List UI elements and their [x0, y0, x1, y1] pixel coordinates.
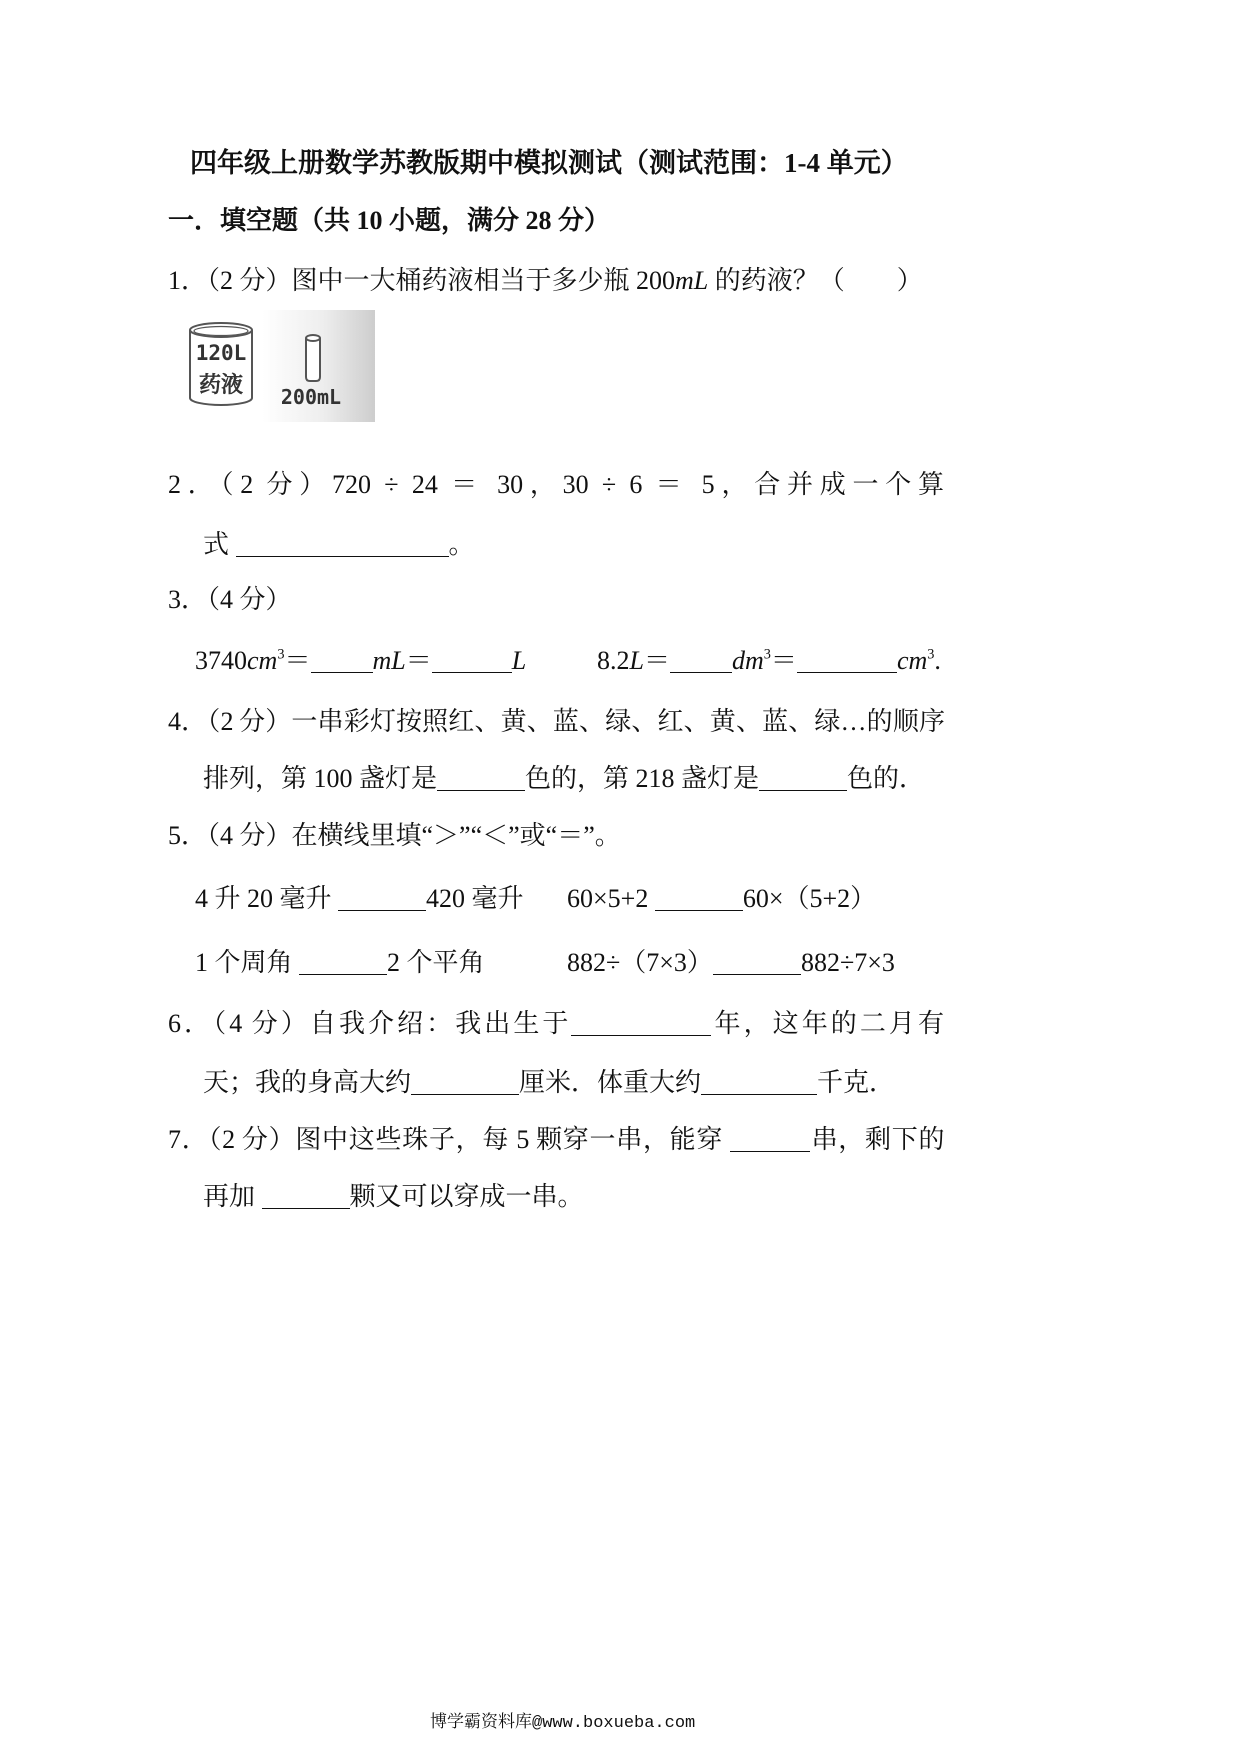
conversion-unit: mL	[372, 646, 406, 675]
compare-item: 1 个周角	[195, 948, 300, 977]
conversion-value: 3740	[195, 646, 247, 675]
question-6-line-2	[203, 1065, 895, 1101]
footer-source: 博学霸资料库@www.boxueba.com	[430, 1714, 696, 1733]
answer-blank	[311, 652, 373, 673]
question-3-conversion-2	[597, 643, 941, 679]
compare-item: 882÷（7×3）	[567, 948, 713, 977]
conversion-unit: cm	[896, 646, 928, 675]
question-4-text: 色的．	[847, 764, 926, 793]
question-1-stem-end: 的药液？（ ）	[708, 266, 923, 295]
question-2-text: 式	[203, 530, 236, 559]
question-2-line-2	[203, 527, 475, 563]
equals-sign: ＝	[405, 646, 432, 675]
bottle-volume-label: 200mL	[280, 385, 342, 409]
compare-item: 882÷7×3	[800, 948, 895, 977]
question-5-row-1-left	[195, 881, 524, 917]
conversion-exponent: 3	[763, 646, 771, 663]
compare-item: 420 毫升	[426, 884, 524, 913]
question-4-text: 排列，第 100 盏灯是	[203, 764, 438, 793]
answer-blank	[262, 1188, 350, 1209]
question-3-stem: 3．（4 分）	[168, 585, 292, 614]
question-2-line-1: 2．（2 分）720 ÷ 24 ＝ 30，30 ÷ 6 ＝ 5，合并成一个算	[168, 470, 944, 499]
question-4-line-1: 4．（2 分）一串彩灯按照红、黄、蓝、绿、红、黄、蓝、绿…的顺序	[168, 707, 944, 736]
question-5-row-1-right	[567, 881, 876, 917]
question-1-unit: mL	[675, 266, 709, 295]
answer-blank	[655, 890, 743, 911]
bottle-icon	[306, 335, 320, 381]
drum-volume-label: 120L	[195, 341, 247, 365]
question-4-text: 色的，第 218 盏灯是	[525, 764, 760, 793]
compare-item: 2 个平角	[387, 948, 485, 977]
question-3-conversion-1	[195, 643, 526, 679]
question-6-line-1	[168, 1006, 944, 1042]
question-1-stem: 1．（2 分）图中一大桶药液相当于多少瓶 200	[168, 266, 676, 295]
equals-sign: ＝	[284, 646, 311, 675]
compare-item: 60×5+2	[567, 884, 655, 913]
answer-blank	[797, 652, 897, 673]
answer-blank	[338, 890, 426, 911]
conversion-exponent: 3	[927, 646, 935, 663]
equals-sign: ＝	[770, 646, 797, 675]
answer-blank	[411, 1074, 519, 1095]
conversion-unit: L	[629, 646, 644, 675]
answer-blank	[713, 954, 801, 975]
question-2-end: 。	[448, 530, 475, 559]
question-7-line-1	[168, 1122, 944, 1158]
question-5-row-2-left	[195, 945, 485, 981]
question-7-text: 7．（2 分）图中这些珠子，每 5 颗穿一串，能穿	[168, 1125, 731, 1154]
answer-blank	[730, 1131, 810, 1152]
question-6-text: 厘米．体重大约	[519, 1068, 702, 1097]
question-6-text: 天；我的身高大约	[203, 1068, 412, 1097]
question-7-text: 串，剩下的	[810, 1125, 944, 1154]
question-1	[168, 263, 923, 299]
drum-liquid-label: 药液	[198, 373, 244, 398]
answer-blank	[299, 954, 387, 975]
answer-blank	[437, 770, 525, 791]
compare-item: 60×（5+2）	[742, 884, 877, 913]
question-5-stem: 5．（4 分）在横线里填“＞”“＜”或“＝”。	[168, 821, 621, 850]
answer-blank	[701, 1074, 817, 1095]
equals-sign: ＝	[643, 646, 670, 675]
question-1-figure	[187, 310, 375, 422]
question-7-line-2	[203, 1179, 584, 1215]
conversion-unit: cm	[247, 646, 278, 675]
answer-blank	[571, 1015, 711, 1036]
conversion-exponent: 3	[277, 646, 285, 663]
question-7-text: 再加	[203, 1182, 262, 1211]
answer-blank	[759, 770, 847, 791]
conversion-unit: dm	[731, 646, 764, 675]
question-7-text: 颗又可以穿成一串。	[349, 1182, 584, 1211]
answer-blank	[670, 652, 732, 673]
answer-blank	[432, 652, 512, 673]
section-heading: 一．填空题（共 10 小题，满分 28 分）	[168, 206, 611, 235]
compare-item: 4 升 20 毫升	[195, 884, 339, 913]
conversion-value: 8.2	[597, 646, 630, 675]
question-6-text: 年，这年的二月有	[711, 1009, 944, 1038]
question-4-line-2	[203, 761, 925, 797]
conversion-unit: L	[511, 646, 527, 675]
question-6-text: 千克．	[817, 1068, 896, 1097]
page-title: 四年级上册数学苏教版期中模拟测试（测试范围：1-4 单元）	[190, 148, 908, 178]
question-5-row-2-right	[567, 945, 895, 981]
answer-blank	[236, 536, 449, 557]
conversion-end: .	[934, 646, 941, 675]
question-6-text: 6．（4 分）自我介绍：我出生于	[168, 1009, 572, 1038]
